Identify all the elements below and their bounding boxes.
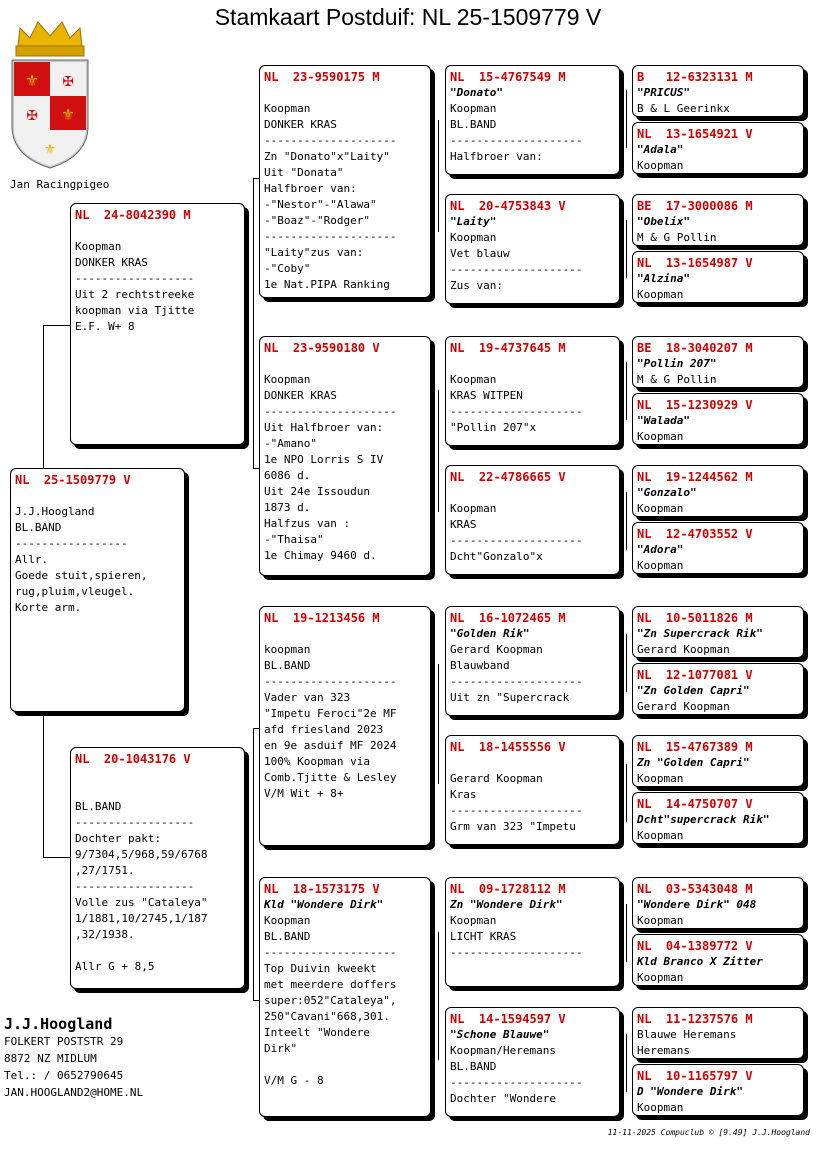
card-text-line: Koopman: [450, 502, 497, 515]
card-text-line: [75, 943, 240, 959]
card-text-line: V/M G - 8: [264, 1074, 324, 1087]
contact-email[interactable]: JAN.HOOGLAND2@HOME.NL: [4, 1086, 144, 1099]
pigeon-name: Zn "Wondere Dirk": [450, 898, 563, 911]
card-text-line: afd friesland 2023: [264, 723, 384, 736]
connector: [438, 120, 439, 232]
ring-number: NL 10-1165797 V: [637, 1069, 753, 1083]
card-text-line: ------------------: [75, 816, 195, 829]
pigeon-card-fmf[interactable]: [445, 336, 620, 446]
ring-number: NL 04-1389772 V: [637, 939, 753, 953]
ring-number: NL 11-1237576 M: [637, 1012, 753, 1026]
pigeon-name: D "Wondere Dirk": [637, 1085, 743, 1098]
card-text-line: Dcht"Gonzalo"x: [450, 550, 543, 563]
ring-number: BE 17-3000086 M: [637, 199, 753, 213]
connector: [626, 220, 627, 278]
card-text-line: [75, 783, 240, 799]
ring-number: NL 03-5343048 M: [637, 882, 753, 896]
ring-number: NL 15-4767549 M: [450, 70, 566, 84]
ring-number: NL 12-1077081 V: [637, 668, 753, 682]
pigeon-card-mother[interactable]: [70, 747, 245, 989]
footer-credit: 11-11-2025 Compuclub © [9.49] J.J.Hoogland: [607, 1128, 810, 1137]
owner-label: Jan Racingpigeo: [10, 178, 110, 191]
card-text-line: Gerard Koopman: [450, 772, 543, 785]
card-text-line: DONKER KRAS: [75, 256, 148, 269]
ring-number: NL 19-1213456 M: [264, 611, 380, 625]
card-text-line: 6086 d.: [264, 469, 311, 482]
card-text-line: Volle zus "Cataleya": [75, 896, 208, 909]
ring-number: NL 24-8042390 M: [75, 208, 191, 222]
card-text-line: LICHT KRAS: [450, 930, 517, 943]
card-text-line: [75, 767, 240, 783]
card-text-line: [75, 223, 240, 239]
card-text-line: 100% Koopman via: [264, 755, 370, 768]
card-text-line: BL.BAND: [450, 118, 497, 131]
card-text-line: E.F. W+ 8: [75, 320, 135, 333]
card-text-line: Koopman: [637, 559, 684, 572]
connector: [253, 178, 254, 468]
card-text-line: Gerard Koopman: [637, 643, 730, 656]
card-text-line: --------------------: [450, 1076, 583, 1089]
card-text-line: --------------------: [450, 263, 583, 276]
pigeon-card-subject[interactable]: [10, 468, 185, 712]
pigeon-card-g11[interactable]: [632, 735, 804, 787]
card-text-line: J.J.Hoogland: [15, 505, 95, 518]
pigeon-card-fmm[interactable]: [445, 465, 620, 575]
card-text-line: "Pollin 207"x: [450, 421, 537, 434]
pigeon-name: Kld Branco X Zitter: [637, 955, 763, 968]
card-text-line: -"Amano": [264, 437, 317, 450]
card-text-line: Uit 2 rechtstreeke: [75, 288, 195, 301]
ring-number: NL 12-4703552 V: [637, 527, 753, 541]
card-text-line: Koopman: [637, 971, 684, 984]
card-text-line: Inteelt "Wondere: [264, 1026, 370, 1039]
ring-number: NL 20-4753843 V: [450, 199, 566, 213]
card-text-line: --------------------: [450, 134, 583, 147]
pigeon-card-ff[interactable]: [259, 65, 431, 298]
connector: [43, 325, 70, 326]
pigeon-name: "Alzina": [637, 272, 690, 285]
connector: [43, 712, 44, 857]
card-text-line: B & L Geerinkx: [637, 102, 730, 115]
pigeon-card-g6[interactable]: [632, 393, 804, 445]
ring-number: NL 15-1230929 V: [637, 398, 753, 412]
card-text-line: Kras: [450, 788, 477, 801]
ring-number: NL 14-4750707 V: [637, 797, 753, 811]
connector: [626, 764, 627, 822]
contact-address: FOLKERT POSTSTR 29: [4, 1035, 124, 1048]
card-text-line: Dochter pakt:: [75, 832, 162, 845]
card-text-line: Koopman: [450, 102, 497, 115]
pigeon-card-g12[interactable]: [632, 792, 804, 844]
pigeon-card-g8[interactable]: [632, 522, 804, 574]
pigeon-card-g16[interactable]: [632, 1064, 804, 1116]
ring-number: NL 19-1244562 M: [637, 470, 753, 484]
pigeon-name: Dcht"supercrack Rik": [637, 813, 770, 826]
card-text-line: 1e Chimay 9460 d.: [264, 549, 377, 562]
pigeon-name: "Golden Rik": [450, 627, 530, 640]
card-text-line: Grm van 323 "Impetu: [450, 820, 576, 833]
pigeon-name: "Gonzalo": [637, 486, 697, 499]
pigeon-card-g1[interactable]: [632, 65, 804, 117]
pigeon-card-mfm[interactable]: [445, 735, 620, 845]
ring-number: NL 23-9590175 M: [264, 70, 380, 84]
card-text-line: BL.BAND: [75, 800, 122, 813]
card-text-line: BL.BAND: [450, 1060, 497, 1073]
ring-number: NL 19-4737645 M: [450, 341, 566, 355]
card-text-line: Koopman: [637, 772, 684, 785]
pigeon-name: "Wondere Dirk" 048: [637, 898, 757, 911]
card-text-line: Koopman: [637, 288, 684, 301]
card-text-line: koopman via Tjitte: [75, 304, 195, 317]
card-text-line: Koopman: [637, 502, 684, 515]
connector: [438, 932, 439, 1060]
card-text-line: DONKER KRAS: [264, 389, 337, 402]
card-text-line: Koopman: [637, 430, 684, 443]
card-text-line: Halfbroer van:: [264, 182, 357, 195]
contact-name: J.J.Hoogland: [4, 1015, 113, 1033]
svg-text:✠: ✠: [62, 70, 74, 91]
connector: [626, 90, 627, 148]
card-text-line: Dochter "Wondere: [450, 1092, 556, 1105]
pigeon-card-g10[interactable]: [632, 663, 804, 715]
card-text-line: Uit zn "Supercrack: [450, 691, 570, 704]
card-text-line: -"Boaz"-"Rodger": [264, 214, 370, 227]
card-text-line: Koopman: [637, 829, 684, 842]
card-text-line: rug,pluim,vleugel.: [15, 585, 135, 598]
card-text-line: [264, 626, 426, 642]
card-text-line: ------------------: [75, 272, 195, 285]
ring-number: NL 22-4786665 V: [450, 470, 566, 484]
card-text-line: [264, 85, 426, 101]
card-text-line: -"Thaisa": [264, 533, 324, 546]
card-text-line: Heremans: [637, 1044, 690, 1057]
card-text-line: [264, 1057, 426, 1073]
card-text-line: 1e NPO Lorris S IV: [264, 453, 384, 466]
pigeon-name: "Schone Blauwe": [450, 1028, 550, 1041]
connector: [438, 664, 439, 784]
card-text-line: Top Duivin kweekt: [264, 962, 377, 975]
pigeon-card-mm[interactable]: [259, 877, 431, 1117]
card-text-line: Koopman/Heremans: [450, 1044, 556, 1057]
card-text-line: Blauwe Heremans: [637, 1028, 737, 1041]
page-title: Stamkaart Postduif: NL 25-1509779 V: [214, 4, 602, 30]
connector: [43, 325, 44, 468]
card-text-line: --------------------: [264, 405, 397, 418]
pigeon-name: "Adala": [637, 143, 684, 156]
card-text-line: Allr G + 8,5: [75, 960, 155, 973]
card-text-line: 9/7304,5/968,59/6768: [75, 848, 208, 861]
ring-number: NL 13-1654921 V: [637, 127, 753, 141]
contact-city: 8872 NZ MIDLUM: [4, 1052, 97, 1065]
ring-number: NL 18-1573175 V: [264, 882, 380, 896]
card-text-line: Gerard Koopman: [637, 700, 730, 713]
pigeon-card-g7[interactable]: [632, 465, 804, 517]
pigeon-card-g14[interactable]: [632, 934, 804, 986]
pigeon-card-g3[interactable]: [632, 194, 804, 246]
ring-number: NL 25-1509779 V: [15, 473, 131, 487]
pigeon-card-g5[interactable]: [632, 336, 804, 388]
card-text-line: KRAS WITPEN: [450, 389, 523, 402]
pigeon-card-g9[interactable]: [632, 606, 804, 658]
pigeon-card-g15[interactable]: [632, 1007, 804, 1059]
card-text-line: Vet blauw: [450, 247, 510, 260]
card-text-line: DONKER KRAS: [264, 118, 337, 131]
svg-text:⚜: ⚜: [26, 70, 38, 91]
card-text-line: Koopman: [637, 914, 684, 927]
card-text-line: --------------------: [450, 946, 583, 959]
card-text-line: Koopman: [637, 159, 684, 172]
card-text-line: [450, 485, 615, 501]
ring-number: BE 18-3040207 M: [637, 341, 753, 355]
card-text-line: [450, 755, 615, 771]
card-text-line: Koopman: [264, 914, 311, 927]
card-text-line: --------------------: [264, 230, 397, 243]
pigeon-name: "Walada": [637, 414, 690, 427]
card-text-line: KRAS: [450, 518, 477, 531]
card-text-line: --------------------: [450, 675, 583, 688]
ring-number: NL 18-1455556 V: [450, 740, 566, 754]
card-text-line: Zn "Donato"x"Laity": [264, 150, 390, 163]
card-text-line: Vader van 323: [264, 691, 351, 704]
card-text-line: BL.BAND: [264, 659, 311, 672]
card-text-line: "Impetu Feroci"2e MF: [264, 707, 397, 720]
card-text-line: --------------------: [450, 534, 583, 547]
ring-number: B 12-6323131 M: [637, 70, 753, 84]
pigeon-card-g13[interactable]: [632, 877, 804, 929]
card-text-line: --------------------: [264, 134, 397, 147]
pigeon-name: "Adora": [637, 543, 684, 556]
connector: [626, 492, 627, 550]
ring-number: NL 13-1654987 V: [637, 256, 753, 270]
ring-number: NL 14-1594597 V: [450, 1012, 566, 1026]
pigeon-name: "PRICUS": [637, 86, 690, 99]
ring-number: NL 10-5011826 M: [637, 611, 753, 625]
card-text-line: --------------------: [264, 675, 397, 688]
pigeon-card-ffm[interactable]: [445, 194, 620, 304]
card-text-line: Korte arm.: [15, 601, 82, 614]
card-text-line: Comb.Tjitte & Lesley: [264, 771, 397, 784]
card-text-line: Dirk": [264, 1042, 298, 1055]
card-text-line: M & G Pollin: [637, 231, 717, 244]
card-text-line: Zus van:: [450, 279, 503, 292]
ring-number: NL 15-4767389 M: [637, 740, 753, 754]
card-text-line: Allr.: [15, 553, 49, 566]
card-text-line: Koopman: [264, 102, 311, 115]
card-text-line: Koopman: [264, 373, 311, 386]
pigeon-name: "Donato": [450, 86, 503, 99]
connector: [626, 634, 627, 692]
card-text-line: Koopman: [450, 231, 497, 244]
card-text-line: Gerard Koopman: [450, 643, 543, 656]
card-text-line: -"Coby": [264, 262, 311, 275]
card-text-line: ,32/1938.: [75, 928, 135, 941]
card-text-line: 1/1881,10/2745,1/187: [75, 912, 208, 925]
card-text-line: koopman: [264, 643, 311, 656]
pigeon-name: Kld "Wondere Dirk": [264, 898, 384, 911]
card-text-line: ,27/1751.: [75, 864, 135, 877]
pigeon-card-father[interactable]: [70, 203, 245, 445]
connector: [626, 1034, 627, 1092]
card-text-line: Koopman: [75, 240, 122, 253]
card-text-line: --------------------: [450, 405, 583, 418]
card-text-line: en 9e asduif MF 2024: [264, 739, 397, 752]
card-text-line: V/M Wit + 8+: [264, 787, 344, 800]
pigeon-card-mmm[interactable]: [445, 1007, 620, 1117]
pigeon-card-g2[interactable]: [632, 122, 804, 174]
ring-number: NL 20-1043176 V: [75, 752, 191, 766]
svg-text:⚜: ⚜: [62, 104, 74, 125]
card-text-line: 1873 d.: [264, 501, 311, 514]
card-text-line: super:052"Cataleya",: [264, 994, 397, 1007]
card-text-line: Uit 24e Issoudun: [264, 485, 370, 498]
card-text-line: Koopman: [637, 1101, 684, 1114]
card-text-line: [450, 356, 615, 372]
ring-number: NL 09-1728112 M: [450, 882, 566, 896]
card-text-line: Uit "Donata": [264, 166, 344, 179]
svg-text:⚜: ⚜: [45, 139, 55, 158]
contact-phone: Tel.: / 0652790645: [4, 1069, 124, 1082]
pigeon-card-fm[interactable]: [259, 336, 431, 576]
card-text-line: -"Nestor"-"Alawa": [264, 198, 377, 211]
ring-number: NL 23-9590180 V: [264, 341, 380, 355]
pigeon-name: "Pollin 207": [637, 357, 717, 370]
connector: [626, 904, 627, 962]
card-text-line: Halfbroer van:: [450, 150, 543, 163]
card-text-line: "Laity"zus van:: [264, 246, 364, 259]
card-text-line: Halfzus van :: [264, 517, 351, 530]
connector: [253, 728, 254, 1000]
pigeon-name: "Laity": [450, 215, 497, 228]
connector: [438, 390, 439, 512]
card-text-line: M & G Pollin: [637, 373, 717, 386]
card-text-line: Goede stuit,spieren,: [15, 569, 148, 582]
card-text-line: BL.BAND: [15, 521, 62, 534]
card-text-line: --------------------: [264, 946, 397, 959]
card-text-line: Koopman: [450, 914, 497, 927]
pigeon-name: "Zn Golden Capri": [637, 684, 750, 697]
connector: [43, 857, 70, 858]
card-text-line: -----------------: [15, 537, 128, 550]
card-text-line: Uit Halfbroer van:: [264, 421, 384, 434]
contact-block: [4, 1016, 143, 1101]
pigeon-name: Zn "Golden Capri": [637, 756, 750, 769]
pigeon-card-mff[interactable]: [445, 606, 620, 716]
pigeon-name: "Obelix": [637, 215, 690, 228]
coat-of-arms-icon: [8, 16, 92, 176]
pigeon-name: "Zn Supercrack Rik": [637, 627, 763, 640]
connector: [626, 362, 627, 420]
card-text-line: [15, 488, 180, 504]
svg-text:✠: ✠: [26, 104, 38, 125]
pigeon-card-fff[interactable]: [445, 65, 620, 175]
ring-number: NL 16-1072465 M: [450, 611, 566, 625]
card-text-line: Koopman: [450, 373, 497, 386]
card-text-line: BL.BAND: [264, 930, 311, 943]
card-text-line: 250"Cavani"668,301.: [264, 1010, 390, 1023]
pigeon-card-mmf[interactable]: [445, 877, 620, 987]
card-text-line: Blauwband: [450, 659, 510, 672]
pigeon-card-g4[interactable]: [632, 251, 804, 303]
card-text-line: ------------------: [75, 880, 195, 893]
card-text-line: [264, 356, 426, 372]
card-text-line: --------------------: [450, 804, 583, 817]
card-text-line: met meerdere doffers: [264, 978, 397, 991]
card-text-line: 1e Nat.PIPA Ranking: [264, 278, 390, 291]
pigeon-card-mf[interactable]: [259, 606, 431, 846]
